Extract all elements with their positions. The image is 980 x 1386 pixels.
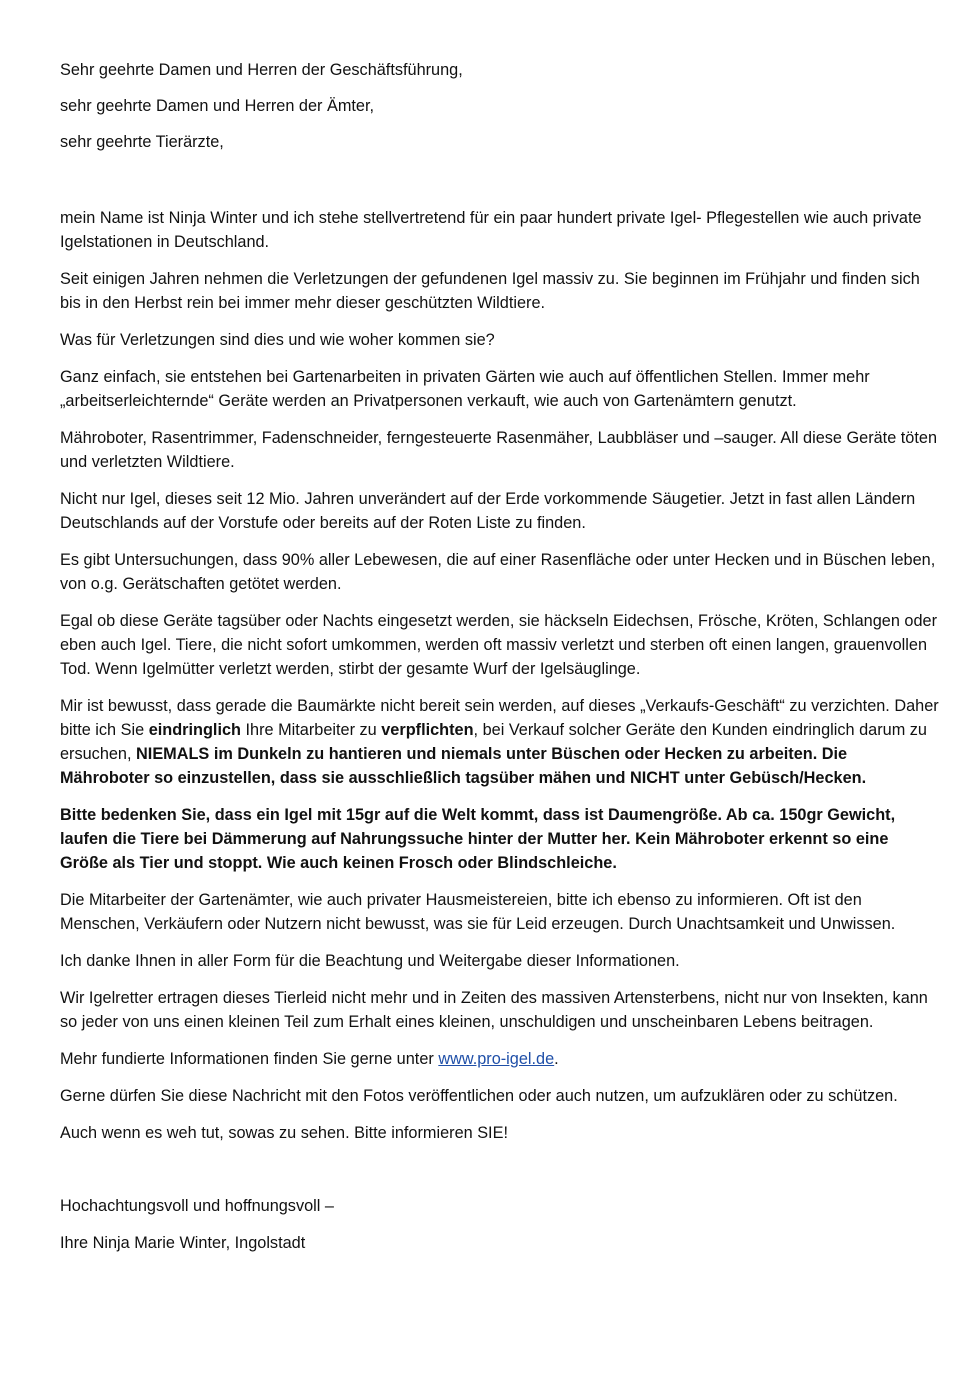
paragraph: Wir Igelretter ertragen dieses Tierleid nicht mehr und in Zeiten des massiven Artensterbens, nicht nur von Insekten, kann so jeder von uns einen kleinen Teil zum Erhalt eines kleinen, unschuldigen und unscheinbaren Lebens beitragen. bbox=[60, 989, 928, 1031]
paragraph: Gerne dürfen Sie diese Nachricht mit den Fotos veröffentlichen oder auch nutzen, um aufzuklären oder zu schützen. bbox=[60, 1087, 898, 1105]
pro-igel-link[interactable]: www.pro-igel.de bbox=[438, 1050, 555, 1068]
paragraph-question: Was für Verletzungen sind dies und wie woher kommen sie? bbox=[60, 331, 495, 349]
paragraph: Nicht nur Igel, dieses seit 12 Mio. Jahren unverändert auf der Erde vorkommende Säugetier. Jetzt in fast allen Ländern Deutschlands auf der Vorstufe oder bereits auf der Roten Liste zu finden. bbox=[60, 490, 916, 532]
request-text: Mir ist bewusst, dass gerade die Baumärkte nicht bereit sein werden, auf dieses „Verkaufs-Geschäft“ zu verzichten. Daher bitte ich Sie bbox=[60, 697, 939, 739]
paragraph-intro: mein Name ist Ninja Winter und ich stehe stellvertretend für ein paar hundert private Igel- Pflegestellen wie auch private Igelstationen in Deutschland. bbox=[60, 209, 922, 251]
paragraph: Es gibt Untersuchungen, dass 90% aller Lebewesen, die auf einer Rasenfläche oder unter Hecken und in Büschen leben, von o.g. Gerätschaften getötet werden. bbox=[60, 551, 936, 593]
salutation-line: sehr geehrte Tierärzte, bbox=[60, 133, 224, 151]
spacer bbox=[60, 1158, 940, 1194]
spacer bbox=[60, 166, 940, 206]
paragraph: Ganz einfach, sie entstehen bei Gartenarbeiten in privaten Gärten wie auch auf öffentlichen Stellen. Immer mehr „arbeitserleichternde“ Geräte werden an Privatpersonen verkauft, wie auch von Gartenämtern genutzt. bbox=[60, 368, 870, 410]
paragraph-request bbox=[60, 694, 940, 790]
paragraph: Seit einigen Jahren nehmen die Verletzungen der gefundenen Igel massiv zu. Sie beginnen im Frühjahr und finden sich bis in den Herbst rein bei immer mehr dieser geschützten Wildtiere. bbox=[60, 270, 920, 312]
salutation-line: Sehr geehrte Damen und Herren der Geschäftsführung, bbox=[60, 61, 463, 79]
paragraph-more-info bbox=[60, 1047, 940, 1071]
paragraph-thanks: Ich danke Ihnen in aller Form für die Beachtung und Weitergabe dieser Informationen. bbox=[60, 952, 680, 970]
closing-line: Hochachtungsvoll und hoffnungsvoll – bbox=[60, 1197, 334, 1215]
paragraph: Auch wenn es weh tut, sowas zu sehen. Bitte informieren SIE! bbox=[60, 1124, 508, 1142]
signature-line: Ihre Ninja Marie Winter, Ingolstadt bbox=[60, 1234, 306, 1252]
more-info-text: . bbox=[554, 1050, 559, 1068]
paragraph: Egal ob diese Geräte tagsüber oder Nachts eingesetzt werden, sie häckseln Eidechsen, Frösche, Kröten, Schlangen oder eben auch Igel. Tiere, die nicht sofort umkommen, werden oft massiv verletzt und sterben oft einen langen, grauenvollen Tod. Wenn Igelmütter verletzt werden, stirbt der gesamte Wurf der Igelsäuglinge. bbox=[60, 612, 937, 678]
letter-body bbox=[60, 58, 940, 1268]
request-emphasis: verpflichten bbox=[381, 721, 474, 739]
request-text: Ihre Mitarbeiter zu bbox=[240, 721, 382, 739]
request-text: , bei Verkauf solcher Geräte den Kunden eindringlich darum zu ersuchen, bbox=[60, 721, 927, 763]
request-emphasis: NIEMALS im Dunkeln zu hantieren und niemals unter Büschen oder Hecken zu arbeiten. Die Mähroboter so einzustellen, dass sie ausschließlich tagsüber mähen und NICHT unter Gebüsch/Hecken. bbox=[60, 745, 867, 787]
paragraph-bold-notice: Bitte bedenken Sie, dass ein Igel mit 15gr auf die Welt kommt, dass ist Daumengröße. Ab ca. 150gr Gewicht, laufen die Tiere bei Dämmerung auf Nahrungssuche hinter der Mutter her. Kein Mähroboter erkennt so eine Größe als Tier und stoppt. Wie auch keinen Frosch oder Blindschleiche. bbox=[60, 806, 896, 872]
salutation-line: sehr geehrte Damen und Herren der Ämter, bbox=[60, 97, 375, 115]
request-emphasis: eindringlich bbox=[148, 721, 241, 739]
paragraph-devices: Mähroboter, Rasentrimmer, Fadenschneider, ferngesteuerte Rasenmäher, Laubbläser und –sauger. All diese Geräte töten und verletzten Wildtiere. bbox=[60, 429, 937, 471]
more-info-text: Mehr fundierte Informationen finden Sie gerne unter bbox=[60, 1050, 439, 1068]
paragraph: Die Mitarbeiter der Gartenämter, wie auch privater Hausmeistereien, bitte ich ebenso zu informieren. Oft ist den Menschen, Verkäufern oder Nutzern nicht bewusst, was sie für Leid erzeugen. Durch Unachtsamkeit und Unwissen. bbox=[60, 891, 896, 933]
